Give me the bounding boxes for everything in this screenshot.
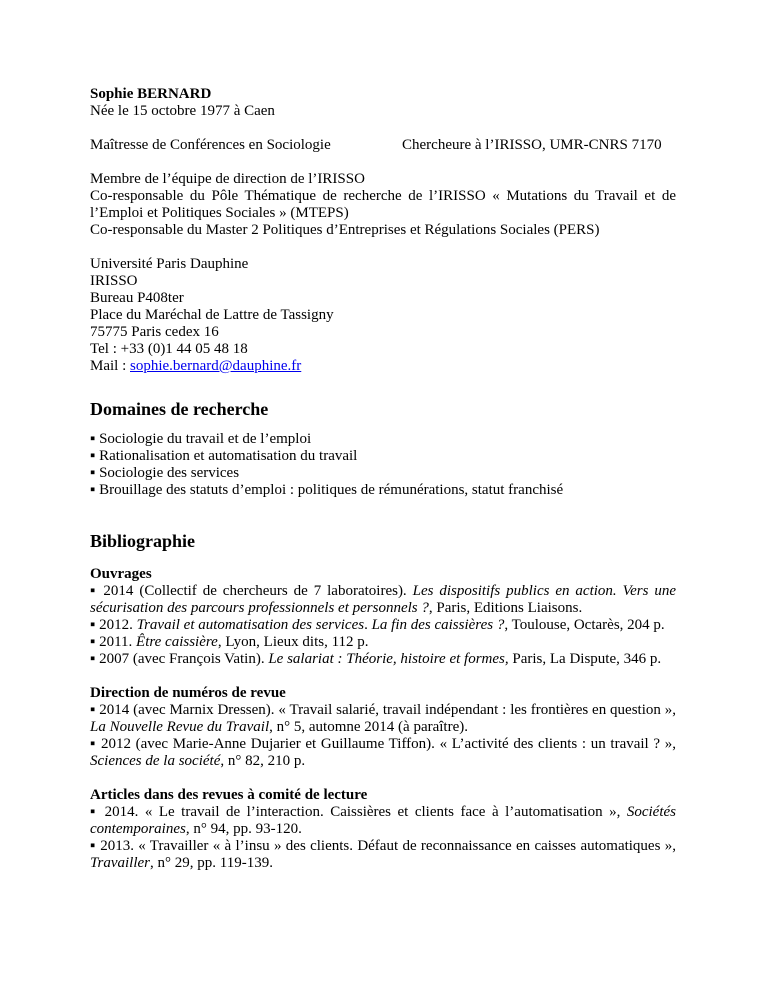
domain-item-label: Rationalisation et automatisation du travail: [99, 448, 358, 464]
domain-item: [90, 465, 676, 482]
entry-text: 2012. Travail et automatisation des services. La fin des caissières ?, Toulouse, Octarès, 204 p.: [99, 617, 665, 633]
entry-text: 2011. Être caissière, Lyon, Lieux dits, 112 p.: [99, 634, 369, 650]
address-line: Université Paris Dauphine: [90, 256, 249, 272]
entry-text: 2007 (avec François Vatin). Le salariat : Théorie, histoire et formes, Paris, La Dispute, 346 p.: [99, 651, 662, 667]
bibliography-entry: [90, 617, 676, 634]
bullet-icon: ▪: [90, 702, 96, 718]
role-line: Co-responsable du Pôle Thématique de recherche de l’IRISSO « Mutations du Travail et de l’Emploi et Politiques Sociales » (MTEPS): [90, 188, 676, 221]
bibliography-entry: [90, 583, 676, 617]
section-title-bibliographie: Bibliographie: [90, 531, 196, 551]
mail-label: Mail :: [90, 358, 127, 374]
bullet-icon: ▪: [90, 482, 96, 498]
domain-item-label: Sociologie du travail et de l’emploi: [99, 431, 312, 447]
section-title-domaines: Domaines de recherche: [90, 399, 269, 419]
entry-text: 2014. « Le travail de l’interaction. Caissières et clients face à l’automatisation », Sociétés contemporaines, n° 94, pp. 93-120.: [90, 804, 677, 837]
position-right: Chercheure à l’IRISSO, UMR-CNRS 7170: [402, 137, 662, 153]
entry-text: 2012 (avec Marie-Anne Dujarier et Guillaume Tiffon). « L’activité des clients : un travail ? », Sciences de la société, n° 82, 210 p.: [90, 736, 676, 769]
mail-line: [90, 358, 676, 375]
domain-item: [90, 431, 676, 448]
bibliography-entry: [90, 804, 676, 838]
bullet-icon: ▪: [90, 634, 96, 650]
group-heading-ouvrages: Ouvrages: [90, 566, 152, 582]
positions-row: [90, 137, 676, 154]
bullet-icon: ▪: [90, 838, 96, 854]
bullet-icon: ▪: [90, 617, 96, 633]
position-left: Maîtresse de Conférences en Sociologie: [90, 137, 331, 153]
page-content: [90, 86, 676, 872]
bullet-icon: ▪: [90, 651, 96, 667]
address-line: 75775 Paris cedex 16: [90, 324, 219, 340]
domain-item: [90, 448, 676, 465]
bibliography-entry: [90, 634, 676, 651]
domain-item-label: Sociologie des services: [99, 465, 240, 481]
bullet-icon: ▪: [90, 431, 96, 447]
phone-line: Tel : +33 (0)1 44 05 48 18: [90, 341, 248, 357]
entry-text: 2014 (Collectif de chercheurs de 7 laboratoires). Les dispositifs publics en action. Vers une sécurisation des parcours professionnels et personnels ?, Paris, Editions Liaisons.: [90, 583, 676, 616]
domain-item: [90, 482, 676, 499]
birth-line: Née le 15 octobre 1977 à Caen: [90, 103, 275, 119]
role-line: Co-responsable du Master 2 Politiques d’Entreprises et Régulations Sociales (PERS): [90, 222, 600, 238]
bullet-icon: ▪: [90, 736, 97, 752]
email-link[interactable]: sophie.bernard@dauphine.fr: [130, 358, 302, 374]
group-heading-direction: Direction de numéros de revue: [90, 685, 286, 701]
group-heading-articles: Articles dans des revues à comité de lecture: [90, 787, 368, 803]
person-name: Sophie BERNARD: [90, 86, 212, 102]
entry-text: 2014 (avec Marnix Dressen). « Travail salarié, travail indépendant : les frontières en question », La Nouvelle Revue du Travail, n° 5, automne 2014 (à paraître).: [90, 702, 676, 735]
bibliography-entry: [90, 651, 676, 668]
bullet-icon: ▪: [90, 583, 98, 599]
bullet-icon: ▪: [90, 448, 96, 464]
address-line: IRISSO: [90, 273, 138, 289]
entry-text: 2013. « Travailler « à l’insu » des clients. Défaut de reconnaissance en caisses automatiques », Travailler, n° 29, pp. 119-139.: [90, 838, 676, 871]
role-line: Membre de l’équipe de direction de l’IRISSO: [90, 171, 365, 187]
bullet-icon: ▪: [90, 804, 99, 820]
bibliography-entry: [90, 838, 676, 872]
address-line: Bureau P408ter: [90, 290, 184, 306]
bibliography-entry: [90, 702, 676, 736]
bullet-icon: ▪: [90, 465, 96, 481]
bibliography-entry: [90, 736, 676, 770]
address-line: Place du Maréchal de Lattre de Tassigny: [90, 307, 334, 323]
domain-item-label: Brouillage des statuts d’emploi : politiques de rémunérations, statut franchisé: [99, 482, 564, 498]
